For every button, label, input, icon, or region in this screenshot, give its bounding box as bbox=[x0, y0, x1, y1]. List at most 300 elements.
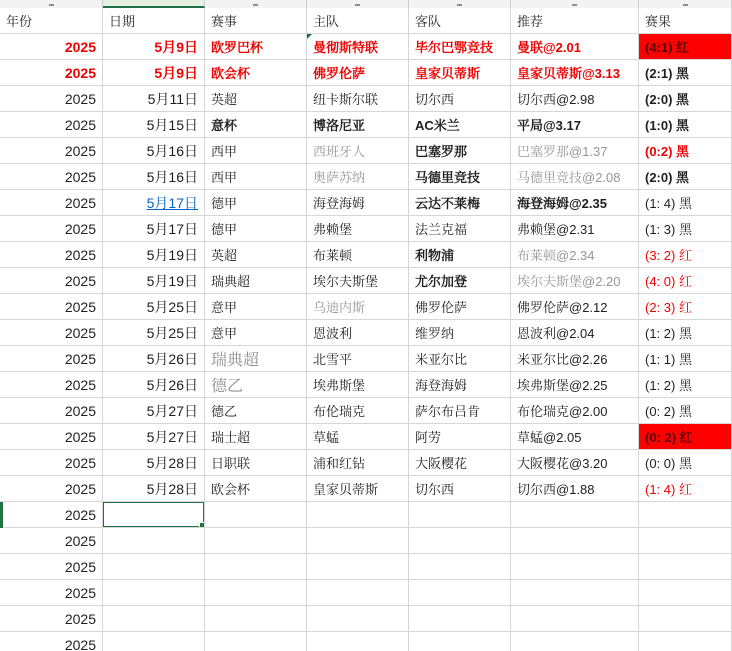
cell-year[interactable] bbox=[0, 372, 103, 398]
cell-home[interactable] bbox=[307, 34, 409, 60]
cell-result[interactable] bbox=[639, 632, 732, 651]
cell-date[interactable] bbox=[103, 86, 205, 112]
cell-home[interactable] bbox=[307, 242, 409, 268]
cell-date[interactable] bbox=[103, 190, 205, 216]
cell-home[interactable] bbox=[307, 372, 409, 398]
cell-text: (1: 4) 黑 bbox=[645, 196, 692, 211]
cell-date[interactable] bbox=[103, 632, 205, 651]
cell-comp[interactable] bbox=[205, 398, 307, 424]
cell-comp[interactable] bbox=[205, 320, 307, 346]
cell-away[interactable] bbox=[409, 554, 511, 580]
cell-text: 意甲 bbox=[211, 300, 238, 315]
cell-text: 5月26日 bbox=[146, 350, 198, 367]
cell-text: (2:0) 黑 bbox=[645, 92, 690, 107]
cell-result[interactable] bbox=[639, 242, 732, 268]
cell-away[interactable] bbox=[409, 60, 511, 86]
cell-date[interactable] bbox=[103, 346, 205, 372]
cell-text: 瑞典超 bbox=[211, 350, 260, 369]
cell-year[interactable] bbox=[0, 34, 103, 60]
cell-text: 切尔西 bbox=[415, 482, 455, 497]
cell-text: 2025 bbox=[64, 168, 96, 185]
cell-text: 西甲 bbox=[211, 170, 238, 185]
cell-text: 2025 bbox=[64, 64, 96, 81]
cell-result[interactable] bbox=[639, 294, 732, 320]
cell-year[interactable] bbox=[0, 476, 103, 502]
cell-text: 德甲 bbox=[211, 222, 238, 237]
cell-year[interactable] bbox=[0, 424, 103, 450]
cell-year[interactable] bbox=[0, 346, 103, 372]
cell-text: 德乙 bbox=[211, 376, 244, 395]
cell-year[interactable] bbox=[0, 60, 103, 86]
table-row bbox=[0, 112, 732, 138]
table-row bbox=[0, 268, 732, 294]
cell-comp[interactable] bbox=[205, 450, 307, 476]
cell-result[interactable] bbox=[639, 216, 732, 242]
cell-away[interactable] bbox=[409, 320, 511, 346]
cell-text: (0:2) 黑 bbox=[645, 144, 690, 159]
cell-away[interactable] bbox=[409, 424, 511, 450]
cell-text: 皇家贝蒂斯@3.13 bbox=[517, 66, 620, 81]
cell-tip[interactable] bbox=[511, 34, 639, 60]
cell-text: 恩波利 bbox=[313, 326, 353, 341]
cell-text: 萨尔布吕肯 bbox=[415, 404, 481, 419]
cell-away[interactable] bbox=[409, 34, 511, 60]
cell-text: 5月25日 bbox=[146, 324, 198, 341]
cell-text: 日职联 bbox=[211, 456, 251, 471]
cell-text: 2025 bbox=[64, 532, 96, 549]
column-header-g[interactable] bbox=[639, 0, 732, 8]
cell-text: (1: 4) 红 bbox=[645, 482, 692, 497]
cell-year[interactable] bbox=[0, 112, 103, 138]
cell-text: 切尔西@2.98 bbox=[517, 92, 595, 107]
cell-tip[interactable] bbox=[511, 190, 639, 216]
cell-tip[interactable] bbox=[511, 112, 639, 138]
cell-date[interactable] bbox=[103, 580, 205, 606]
cell-home[interactable] bbox=[307, 320, 409, 346]
cell-result[interactable] bbox=[639, 554, 732, 580]
table-row bbox=[0, 580, 732, 606]
cell-home[interactable] bbox=[307, 424, 409, 450]
cell-text: 5月27日 bbox=[146, 428, 198, 445]
cell-text: 5月15日 bbox=[146, 116, 198, 133]
cell-text: 米亚尔比 bbox=[415, 352, 468, 367]
cell-comp[interactable] bbox=[205, 476, 307, 502]
cell-home[interactable] bbox=[307, 450, 409, 476]
cell-home[interactable] bbox=[307, 528, 409, 554]
cell-result[interactable] bbox=[639, 476, 732, 502]
cell-away[interactable] bbox=[409, 346, 511, 372]
cell-date[interactable] bbox=[103, 112, 205, 138]
cell-text: 埃尔夫斯堡@2.20 bbox=[517, 274, 621, 289]
cell-result[interactable] bbox=[639, 606, 732, 632]
cell-text: (0: 2) 黑 bbox=[645, 404, 692, 419]
cell-tip[interactable] bbox=[511, 424, 639, 450]
cell-tip[interactable] bbox=[511, 372, 639, 398]
cell-home[interactable] bbox=[307, 268, 409, 294]
cell-away[interactable] bbox=[409, 632, 511, 651]
cell-tip[interactable] bbox=[511, 450, 639, 476]
cell-away[interactable] bbox=[409, 372, 511, 398]
cell-text: 纽卡斯尔联 bbox=[313, 92, 379, 107]
cell-comp[interactable] bbox=[205, 502, 307, 528]
cell-year[interactable] bbox=[0, 632, 103, 651]
header-year[interactable]: 年份 bbox=[0, 8, 103, 34]
cell-home[interactable] bbox=[307, 606, 409, 632]
cell-year[interactable] bbox=[0, 242, 103, 268]
cell-result[interactable] bbox=[639, 528, 732, 554]
column-header-d[interactable] bbox=[307, 0, 409, 8]
cell-result[interactable] bbox=[639, 580, 732, 606]
cell-text: 毕尔巴鄂竞技 bbox=[415, 40, 494, 55]
cell-comp[interactable] bbox=[205, 138, 307, 164]
table-row bbox=[0, 294, 732, 320]
cell-away[interactable] bbox=[409, 580, 511, 606]
cell-text: 5月28日 bbox=[146, 454, 198, 471]
cell-comp[interactable] bbox=[205, 190, 307, 216]
cell-text: 切尔西@1.88 bbox=[517, 482, 595, 497]
cell-text: 埃弗斯堡 bbox=[313, 378, 366, 393]
cell-comp[interactable] bbox=[205, 60, 307, 86]
cell-tip[interactable] bbox=[511, 60, 639, 86]
cell-text: 2025 bbox=[64, 402, 96, 419]
cell-text: (1: 2) 黑 bbox=[645, 326, 692, 341]
cell-text: 5月26日 bbox=[146, 376, 198, 393]
cell-date[interactable] bbox=[103, 138, 205, 164]
cell-tip[interactable] bbox=[511, 86, 639, 112]
cell-tip[interactable] bbox=[511, 346, 639, 372]
column-header-f[interactable] bbox=[511, 0, 639, 8]
cell-tip[interactable] bbox=[511, 242, 639, 268]
cell-text: 5月27日 bbox=[146, 402, 198, 419]
cell-away[interactable] bbox=[409, 86, 511, 112]
table-row bbox=[0, 372, 732, 398]
cell-away[interactable] bbox=[409, 164, 511, 190]
cell-comp[interactable] bbox=[205, 242, 307, 268]
cell-text: 5月17日 bbox=[146, 220, 198, 237]
cell-away[interactable] bbox=[409, 294, 511, 320]
cell-comp[interactable] bbox=[205, 606, 307, 632]
cell-text: 意甲 bbox=[211, 326, 238, 341]
cell-away[interactable] bbox=[409, 138, 511, 164]
table-row bbox=[0, 34, 732, 60]
cell-comp[interactable] bbox=[205, 294, 307, 320]
cell-text: 弗赖堡@2.31 bbox=[517, 222, 595, 237]
grid-body bbox=[0, 34, 732, 651]
cell-tip[interactable] bbox=[511, 320, 639, 346]
cell-text: 2025 bbox=[64, 142, 96, 159]
cell-comp[interactable] bbox=[205, 580, 307, 606]
cell-year[interactable] bbox=[0, 554, 103, 580]
header-result[interactable]: 赛果 bbox=[639, 8, 732, 34]
cell-text: 2025 bbox=[64, 376, 96, 393]
cell-text: 皇家贝蒂斯 bbox=[313, 482, 379, 497]
cell-result[interactable] bbox=[639, 138, 732, 164]
cell-year[interactable] bbox=[0, 450, 103, 476]
cell-home[interactable] bbox=[307, 138, 409, 164]
header-date[interactable]: 日期 bbox=[103, 8, 205, 34]
cell-text: 维罗纳 bbox=[415, 326, 455, 341]
cell-text: 布莱顿 bbox=[313, 248, 353, 263]
table-row bbox=[0, 606, 732, 632]
cell-comp[interactable] bbox=[205, 528, 307, 554]
cell-tip[interactable] bbox=[511, 580, 639, 606]
table-row bbox=[0, 528, 732, 554]
cell-year[interactable] bbox=[0, 580, 103, 606]
cell-text: 米亚尔比@2.26 bbox=[517, 352, 608, 367]
cell-text: 埃弗斯堡@2.25 bbox=[517, 378, 608, 393]
cell-tip[interactable] bbox=[511, 632, 639, 651]
header-competition[interactable]: 赛事 bbox=[205, 8, 307, 34]
cell-text: 欧会杯 bbox=[211, 482, 251, 497]
cell-tip[interactable] bbox=[511, 606, 639, 632]
cell-text: 佛罗伦萨 bbox=[313, 66, 366, 81]
cell-home[interactable] bbox=[307, 554, 409, 580]
cell-text: 2025 bbox=[64, 610, 96, 627]
cell-year[interactable] bbox=[0, 216, 103, 242]
cell-text: 5月17日 bbox=[146, 194, 198, 211]
cell-year[interactable] bbox=[0, 86, 103, 112]
cell-comp[interactable] bbox=[205, 216, 307, 242]
header-home-team[interactable]: 主队 bbox=[307, 8, 409, 34]
table-row bbox=[0, 450, 732, 476]
column-header-e[interactable] bbox=[409, 0, 511, 8]
cell-home[interactable] bbox=[307, 398, 409, 424]
cell-text: 埃尔夫斯堡 bbox=[313, 274, 379, 289]
cell-text: 皇家贝蒂斯 bbox=[415, 66, 481, 81]
column-header-a[interactable] bbox=[0, 0, 103, 8]
table-row bbox=[0, 60, 732, 86]
cell-text: 曼联@2.01 bbox=[517, 40, 581, 55]
cell-tip[interactable] bbox=[511, 164, 639, 190]
table-row bbox=[0, 320, 732, 346]
cell-comp[interactable] bbox=[205, 632, 307, 651]
cell-text: 恩波利@2.04 bbox=[517, 326, 595, 341]
cell-text: 英超 bbox=[211, 248, 238, 263]
cell-text: (4: 0) 红 bbox=[645, 274, 692, 289]
cell-text: 2025 bbox=[64, 90, 96, 107]
cell-text: 2025 bbox=[64, 324, 96, 341]
cell-tip[interactable] bbox=[511, 216, 639, 242]
cell-away[interactable] bbox=[409, 190, 511, 216]
cell-home[interactable] bbox=[307, 112, 409, 138]
cell-text: 浦和红钻 bbox=[313, 456, 366, 471]
cell-away[interactable] bbox=[409, 528, 511, 554]
cell-text: 2025 bbox=[64, 636, 96, 651]
cell-text: 2025 bbox=[64, 506, 96, 523]
cell-home[interactable] bbox=[307, 86, 409, 112]
cell-text: 草蜢@2.05 bbox=[517, 430, 582, 445]
cell-result[interactable] bbox=[639, 268, 732, 294]
cell-year[interactable] bbox=[0, 320, 103, 346]
cell-text: 5月19日 bbox=[146, 246, 198, 263]
cell-text: 欧罗巴杯 bbox=[211, 40, 264, 55]
cell-home[interactable] bbox=[307, 60, 409, 86]
cell-text: 2025 bbox=[64, 246, 96, 263]
cell-away[interactable] bbox=[409, 398, 511, 424]
cell-text: 海登海姆@2.35 bbox=[517, 196, 607, 211]
cell-comp[interactable] bbox=[205, 164, 307, 190]
cell-date[interactable] bbox=[103, 476, 205, 502]
cell-result[interactable] bbox=[639, 450, 732, 476]
cell-date[interactable] bbox=[103, 398, 205, 424]
cell-date[interactable] bbox=[103, 34, 205, 60]
cell-home[interactable] bbox=[307, 294, 409, 320]
cell-home[interactable] bbox=[307, 580, 409, 606]
cell-text: 2025 bbox=[64, 454, 96, 471]
cell-away[interactable] bbox=[409, 216, 511, 242]
cell-text: (1: 1) 黑 bbox=[645, 352, 692, 367]
table-row bbox=[0, 242, 732, 268]
cell-comp[interactable] bbox=[205, 112, 307, 138]
header-tip[interactable]: 推荐 bbox=[511, 8, 639, 34]
cell-date[interactable] bbox=[103, 294, 205, 320]
table-row bbox=[0, 502, 732, 528]
cell-comp[interactable] bbox=[205, 346, 307, 372]
cell-result[interactable] bbox=[639, 320, 732, 346]
cell-home[interactable] bbox=[307, 164, 409, 190]
cell-result[interactable] bbox=[639, 164, 732, 190]
cell-year[interactable] bbox=[0, 268, 103, 294]
cell-text: 北雪平 bbox=[313, 352, 353, 367]
cell-year[interactable] bbox=[0, 190, 103, 216]
cell-text: (1: 3) 黑 bbox=[645, 222, 692, 237]
cell-comp[interactable] bbox=[205, 554, 307, 580]
cell-away[interactable] bbox=[409, 112, 511, 138]
cell-text: 海登海姆 bbox=[415, 378, 468, 393]
cell-text: 5月19日 bbox=[146, 272, 198, 289]
cell-date[interactable] bbox=[103, 606, 205, 632]
cell-text: 布伦瑞克 bbox=[313, 404, 366, 419]
cell-text: 2025 bbox=[64, 428, 96, 445]
cell-away[interactable] bbox=[409, 450, 511, 476]
cell-text: 尤尔加登 bbox=[415, 274, 468, 289]
cell-away[interactable] bbox=[409, 476, 511, 502]
table-row bbox=[0, 424, 732, 450]
cell-text: 5月16日 bbox=[146, 142, 198, 159]
cell-home[interactable] bbox=[307, 190, 409, 216]
cell-year[interactable] bbox=[0, 528, 103, 554]
cell-date[interactable] bbox=[103, 216, 205, 242]
cell-comp[interactable] bbox=[205, 86, 307, 112]
cell-year[interactable] bbox=[0, 164, 103, 190]
cell-text: 瑞士超 bbox=[211, 430, 251, 445]
table-row bbox=[0, 346, 732, 372]
cell-comp[interactable] bbox=[205, 268, 307, 294]
cell-text: 2025 bbox=[64, 558, 96, 575]
cell-away[interactable] bbox=[409, 268, 511, 294]
cell-year[interactable] bbox=[0, 398, 103, 424]
cell-date[interactable] bbox=[103, 268, 205, 294]
cell-text: (2:1) 黑 bbox=[645, 66, 690, 81]
column-letter-strip bbox=[0, 0, 732, 8]
cell-text: 法兰克福 bbox=[415, 222, 468, 237]
cell-result[interactable] bbox=[639, 60, 732, 86]
cell-text: 利物浦 bbox=[415, 248, 455, 263]
cell-text: 切尔西 bbox=[415, 92, 455, 107]
cell-text: 曼彻斯特联 bbox=[313, 40, 379, 55]
cell-text: (0: 2) 红 bbox=[645, 430, 693, 445]
column-header-b-active[interactable] bbox=[103, 0, 205, 8]
table-row bbox=[0, 190, 732, 216]
cell-home[interactable] bbox=[307, 216, 409, 242]
cell-date[interactable] bbox=[103, 554, 205, 580]
selected-cell[interactable] bbox=[103, 502, 205, 528]
cell-date[interactable] bbox=[103, 320, 205, 346]
cell-tip[interactable] bbox=[511, 476, 639, 502]
cell-year[interactable] bbox=[0, 502, 103, 528]
cell-result[interactable] bbox=[639, 34, 732, 60]
sheet-grid bbox=[0, 8, 732, 651]
cell-year[interactable] bbox=[0, 138, 103, 164]
cell-result[interactable] bbox=[639, 190, 732, 216]
cell-tip[interactable] bbox=[511, 502, 639, 528]
cell-date[interactable] bbox=[103, 164, 205, 190]
cell-text: 奥萨苏纳 bbox=[313, 170, 366, 185]
cell-result[interactable] bbox=[639, 86, 732, 112]
cell-tip[interactable] bbox=[511, 528, 639, 554]
table-row bbox=[0, 476, 732, 502]
cell-text: 博洛尼亚 bbox=[313, 118, 366, 133]
header-away-team[interactable]: 客队 bbox=[409, 8, 511, 34]
cell-tip[interactable] bbox=[511, 138, 639, 164]
cell-comp[interactable] bbox=[205, 34, 307, 60]
cell-text: (2:0) 黑 bbox=[645, 170, 690, 185]
cell-text: 大阪樱花@3.20 bbox=[517, 456, 608, 471]
cell-year[interactable] bbox=[0, 606, 103, 632]
cell-result[interactable] bbox=[639, 424, 732, 450]
cell-text: 德乙 bbox=[211, 404, 238, 419]
cell-tip[interactable] bbox=[511, 294, 639, 320]
cell-text: 5月28日 bbox=[146, 480, 198, 497]
cell-tip[interactable] bbox=[511, 268, 639, 294]
cell-date[interactable] bbox=[103, 372, 205, 398]
table-row bbox=[0, 138, 732, 164]
cell-text: 5月11日 bbox=[147, 90, 198, 107]
cell-text: AC米兰 bbox=[415, 118, 460, 133]
cell-home[interactable] bbox=[307, 476, 409, 502]
cell-text: 布莱顿@2.34 bbox=[517, 248, 595, 263]
cell-result[interactable] bbox=[639, 502, 732, 528]
cell-text: 巴塞罗那@1.37 bbox=[517, 144, 608, 159]
cell-away[interactable] bbox=[409, 242, 511, 268]
cell-result[interactable] bbox=[639, 346, 732, 372]
table-row bbox=[0, 554, 732, 580]
cell-text: 云达不莱梅 bbox=[415, 196, 481, 211]
cell-year[interactable] bbox=[0, 294, 103, 320]
cell-away[interactable] bbox=[409, 502, 511, 528]
cell-home[interactable] bbox=[307, 346, 409, 372]
cell-date[interactable] bbox=[103, 528, 205, 554]
cell-home[interactable] bbox=[307, 502, 409, 528]
cell-text: 5月16日 bbox=[146, 168, 198, 185]
cell-result[interactable] bbox=[639, 372, 732, 398]
cell-result[interactable] bbox=[639, 112, 732, 138]
column-header-c[interactable] bbox=[205, 0, 307, 8]
cell-date[interactable] bbox=[103, 424, 205, 450]
table-row bbox=[0, 164, 732, 190]
cell-comp[interactable] bbox=[205, 424, 307, 450]
cell-comp[interactable] bbox=[205, 372, 307, 398]
cell-tip[interactable] bbox=[511, 398, 639, 424]
cell-text: (1: 2) 黑 bbox=[645, 378, 692, 393]
cell-tip[interactable] bbox=[511, 554, 639, 580]
cell-result[interactable] bbox=[639, 398, 732, 424]
cell-date[interactable] bbox=[103, 450, 205, 476]
cell-date[interactable] bbox=[103, 242, 205, 268]
cell-home[interactable] bbox=[307, 632, 409, 651]
cell-away[interactable] bbox=[409, 606, 511, 632]
cell-date[interactable] bbox=[103, 60, 205, 86]
